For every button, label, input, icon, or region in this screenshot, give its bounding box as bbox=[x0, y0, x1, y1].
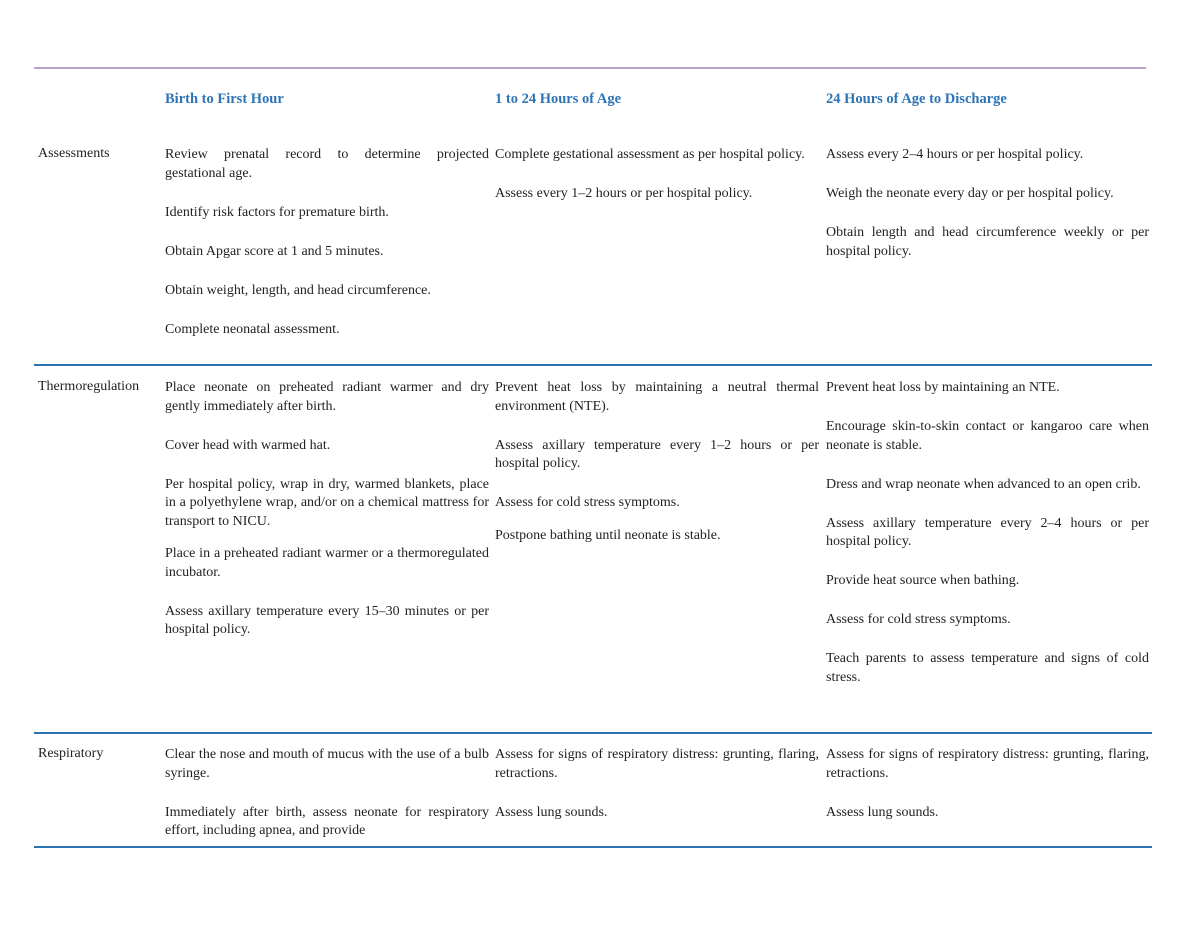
cell-assessments-24h-discharge bbox=[826, 146, 1149, 261]
row-label-respiratory: Respiratory bbox=[38, 746, 104, 761]
cell-text: Prevent heat loss by maintaining a neutral thermal environment (NTE). bbox=[495, 380, 819, 414]
cell-text: Assess every 2–4 hours or per hospital policy. bbox=[826, 147, 1084, 162]
cell-text: Assess for signs of respiratory distress: grunting, flaring, retractions. bbox=[826, 747, 1149, 781]
cell-text: Teach parents to assess temperature and signs of cold stress. bbox=[826, 651, 1149, 685]
cell-text: Assess for cold stress symptoms. bbox=[826, 612, 1011, 627]
cell-respiratory-1-24h bbox=[495, 746, 819, 822]
cell-text: Postpone bathing until neonate is stable. bbox=[495, 527, 721, 543]
cell-text: Immediately after birth, assess neonate for respiratory effort, including apnea, and provide bbox=[165, 804, 489, 838]
cell-text: Weigh the neonate every day or per hospital policy. bbox=[826, 186, 1114, 201]
cell-text: Place in a preheated radiant warmer or a thermoregulated incubator. bbox=[165, 546, 489, 580]
cell-text: Assess every 1–2 hours or per hospital policy. bbox=[495, 186, 753, 201]
cell-text: Review prenatal record to determine projected gestational age. bbox=[165, 147, 489, 181]
cell-text: Dress and wrap neonate when advanced to an open crib. bbox=[826, 476, 1141, 492]
cell-text: Cover head with warmed hat. bbox=[165, 437, 331, 453]
cell-thermoregulation-birth bbox=[165, 379, 489, 640]
row-separator bbox=[34, 846, 1152, 848]
cell-text: Per hospital policy, wrap in dry, warmed blankets, place in a polyethylene wrap, and/or on a chemical mattress for transport to NICU. bbox=[165, 476, 489, 529]
row-label-assessments: Assessments bbox=[38, 146, 110, 161]
cell-text: Assess axillary temperature every 1–2 hours or per hospital policy. bbox=[495, 437, 819, 471]
column-header-24h-discharge: 24 Hours of Age to Discharge bbox=[826, 91, 1007, 107]
cell-text: Assess lung sounds. bbox=[826, 804, 939, 820]
row-label-thermoregulation: Thermoregulation bbox=[38, 379, 140, 394]
row-separator bbox=[34, 732, 1152, 734]
cell-text: Assess for signs of respiratory distress: grunting, flaring, retractions. bbox=[495, 747, 819, 781]
cell-text: Complete neonatal assessment. bbox=[165, 321, 340, 337]
cell-assessments-birth bbox=[165, 146, 489, 339]
cell-text: Complete gestational assessment as per hospital policy. bbox=[495, 147, 805, 162]
cell-text: Obtain Apgar score at 1 and 5 minutes. bbox=[165, 243, 384, 259]
column-header-1-24h: 1 to 24 Hours of Age bbox=[495, 91, 622, 107]
cell-text: Place neonate on preheated radiant warmer and dry gently immediately after birth. bbox=[165, 380, 489, 414]
row-separator bbox=[34, 364, 1152, 366]
cell-text: Obtain length and head circumference weekly or per hospital policy. bbox=[826, 225, 1149, 259]
cell-respiratory-birth bbox=[165, 746, 489, 840]
cell-text: Obtain weight, length, and head circumference. bbox=[165, 282, 431, 298]
cell-text: Clear the nose and mouth of mucus with the use of a bulb syringe. bbox=[165, 747, 489, 781]
cell-respiratory-24h-discharge bbox=[826, 746, 1149, 822]
cell-text: Encourage skin-to-skin contact or kangaroo care when neonate is stable. bbox=[826, 419, 1149, 453]
cell-text: Assess for cold stress symptoms. bbox=[495, 495, 680, 510]
cell-text: Prevent heat loss by maintaining an NTE. bbox=[826, 380, 1060, 395]
cell-text: Assess axillary temperature every 2–4 hours or per hospital policy. bbox=[826, 515, 1149, 549]
cell-text: Provide heat source when bathing. bbox=[826, 573, 1020, 588]
column-header-birth: Birth to First Hour bbox=[165, 91, 284, 107]
cell-thermoregulation-24h-discharge bbox=[826, 379, 1149, 687]
cell-text: Identify risk factors for premature birth. bbox=[165, 204, 389, 220]
top-rule bbox=[34, 67, 1146, 69]
cell-text: Assess axillary temperature every 15–30 minutes or per hospital policy. bbox=[165, 603, 489, 637]
cell-text: Assess lung sounds. bbox=[495, 804, 608, 820]
cell-thermoregulation-1-24h bbox=[495, 379, 819, 545]
cell-assessments-1-24h bbox=[495, 146, 819, 204]
